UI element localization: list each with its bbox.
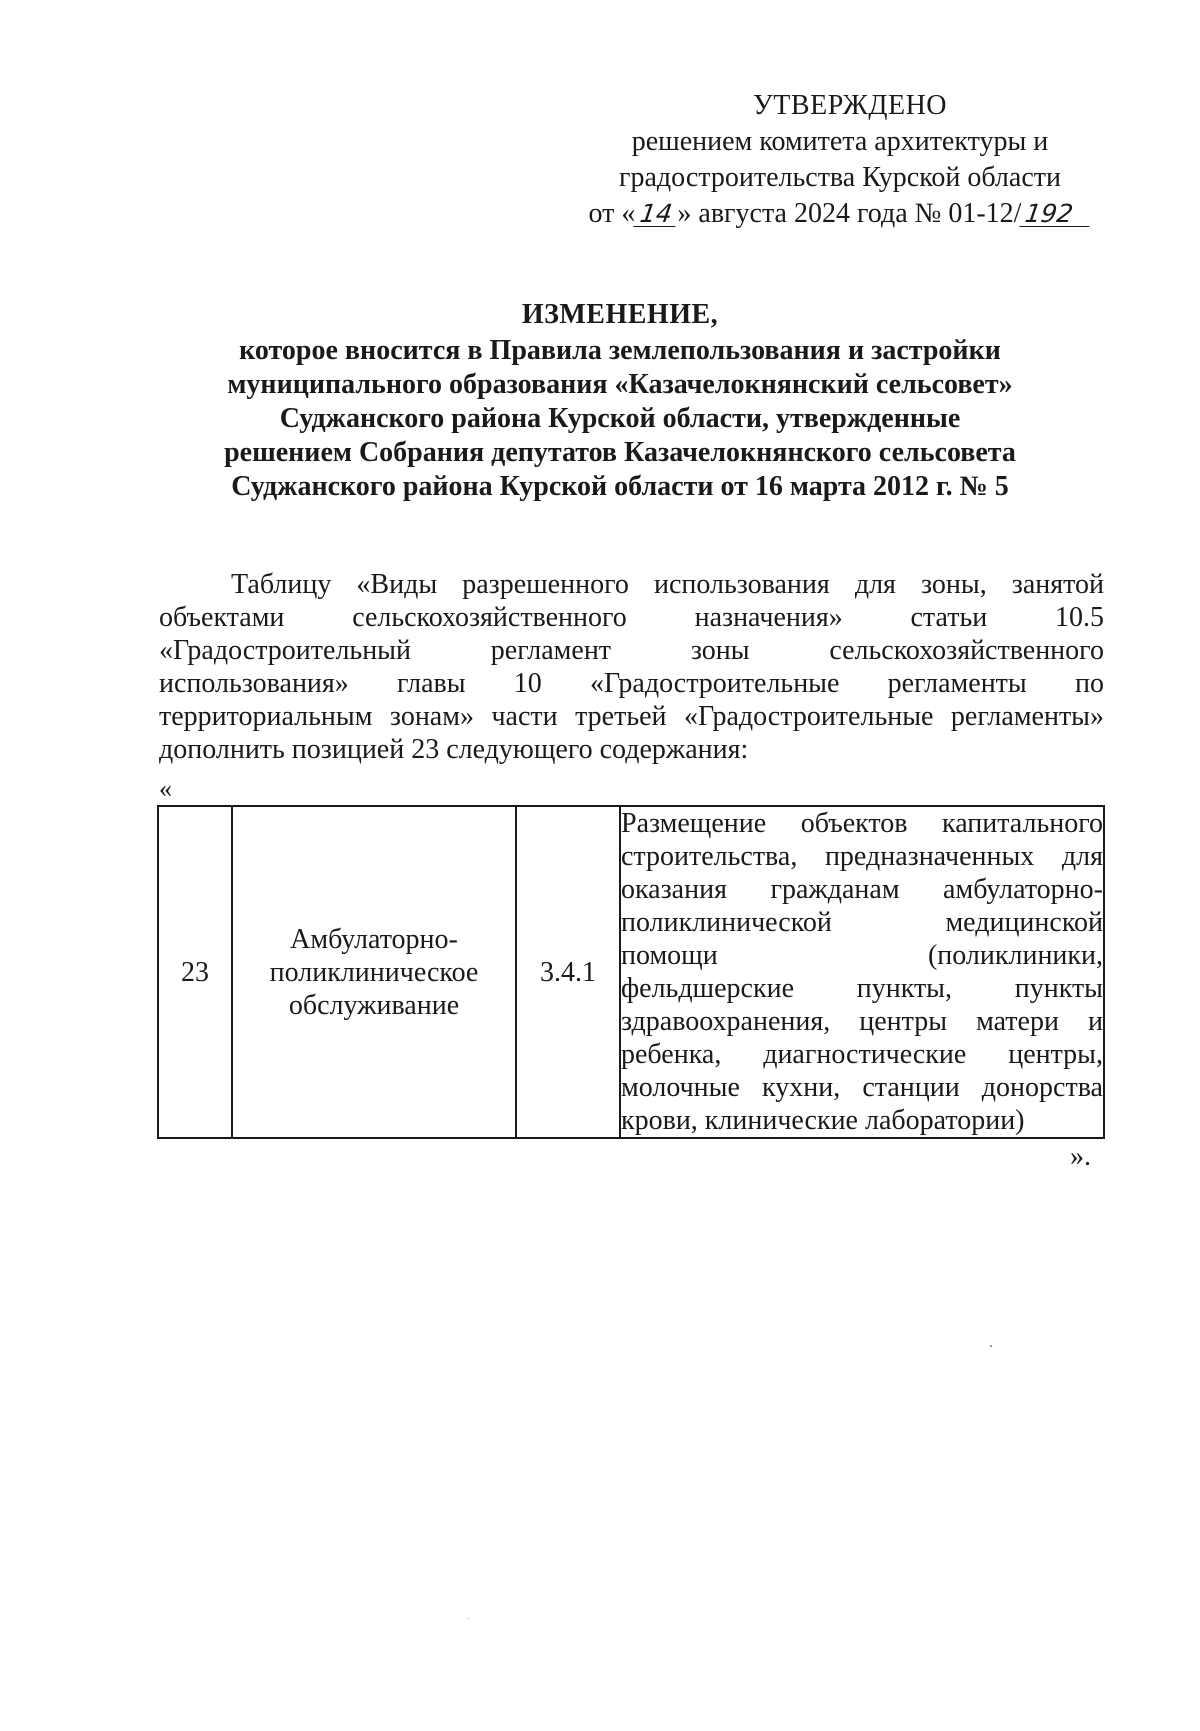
name-line: поликлиническое <box>269 956 479 988</box>
word: амбулаторно- <box>943 874 1103 905</box>
word: поликлинической <box>621 907 832 938</box>
word: зоны <box>690 635 750 666</box>
word: пункты <box>1014 973 1103 1004</box>
word: «Градостроительный <box>159 635 411 666</box>
title-line: муниципального образования «Казачелокнянский сельсовет» <box>227 369 1013 400</box>
word: сельскохозяйственного <box>352 602 627 633</box>
word: диагностические <box>763 1039 967 1070</box>
word: назначения» <box>694 602 843 633</box>
word: третьей <box>575 701 667 732</box>
body-line <box>159 568 1104 601</box>
word: зонам» <box>389 701 474 732</box>
word: разрешенного <box>462 569 629 600</box>
word: 10 <box>513 668 542 699</box>
word: части <box>491 701 558 732</box>
body-line <box>159 733 1104 766</box>
word: кухни, <box>762 1072 841 1103</box>
description-line-text: крови, клинические лаборатории) <box>621 1105 1025 1136</box>
position-number: 23 <box>158 806 232 1138</box>
word: матери <box>976 1006 1059 1037</box>
word: объектов <box>800 808 908 839</box>
date-middle: » августа 2024 года № 01-12/ <box>677 198 1022 229</box>
word: гражданам <box>770 874 900 905</box>
title-heading: ИЗМЕНЕНИЕ, <box>521 299 719 330</box>
word: фельдшерские <box>621 973 794 1004</box>
scan-speck <box>468 1618 469 1619</box>
document-title <box>160 298 1080 504</box>
word: помощи <box>621 940 718 971</box>
description-line <box>621 1071 1103 1104</box>
word: сельскохозяйственного <box>829 635 1104 666</box>
word: территориальным <box>159 701 373 732</box>
name-line: Амбулаторно- <box>290 923 458 955</box>
word: здравоохранения, <box>621 1006 831 1037</box>
word: строительства, <box>621 841 798 872</box>
title-line: решением Собрания депутатов Казачелокнянского сельсовета <box>224 437 1016 468</box>
closing-quote: ». <box>1070 1141 1091 1172</box>
word: предназначенных <box>824 841 1035 872</box>
word: «Градостроительные <box>590 668 840 699</box>
word: регламент <box>490 635 612 666</box>
approval-line-2: градостроительства Курской области <box>619 162 1061 193</box>
word: использования <box>653 569 830 600</box>
title-line: Суджанского района Курской области от 16 марта 2012 г. № 5 <box>231 471 1009 502</box>
description-line <box>621 906 1103 939</box>
body-line <box>159 634 1104 667</box>
word: объектами <box>159 602 285 633</box>
word: ребенка, <box>621 1039 722 1070</box>
handwritten-number: 192 <box>1020 202 1094 227</box>
title-line: Суджанского района Курской области, утвержденные <box>279 403 961 434</box>
word: главы <box>397 668 466 699</box>
scan-speck <box>990 1345 992 1347</box>
handwritten-day: 14 <box>634 202 680 227</box>
body-line-text: дополнить позицией 23 следующего содержания: <box>159 734 749 765</box>
approval-heading: УТВЕРЖДЕНО <box>752 90 948 121</box>
body-line <box>159 700 1104 733</box>
description-line <box>621 873 1103 906</box>
approval-line-1: решением комитета архитектуры и <box>631 126 1049 157</box>
word: 10.5 <box>1054 602 1104 633</box>
body-paragraph <box>159 568 1104 766</box>
description-line <box>621 1005 1103 1038</box>
land-use-table <box>157 805 1105 1139</box>
word: пункты, <box>856 973 952 1004</box>
word: (поликлиники, <box>927 940 1103 971</box>
word: медицинской <box>945 907 1103 938</box>
word: использования» <box>159 668 349 699</box>
word: занятой <box>1011 569 1104 600</box>
approval-date-line <box>560 196 1120 232</box>
approval-stamp <box>560 88 1120 232</box>
title-line: которое вносится в Правила землепользования и застройки <box>239 335 1001 366</box>
word: Таблицу <box>231 569 332 600</box>
use-type-description <box>620 806 1104 1138</box>
word: станции <box>862 1072 960 1103</box>
description-line <box>621 1038 1103 1071</box>
word: для <box>854 569 896 600</box>
word: регламенты <box>887 668 1027 699</box>
opening-quote: « <box>159 774 172 803</box>
word: статьи <box>910 602 988 633</box>
word: капитального <box>942 808 1103 839</box>
date-prefix: от « <box>588 198 636 229</box>
word: донорства <box>981 1072 1103 1103</box>
word: зоны, <box>921 569 987 600</box>
description-line <box>621 972 1103 1005</box>
table-row <box>158 806 1104 1138</box>
use-type-name <box>232 806 516 1138</box>
word: «Градостроительные <box>684 701 934 732</box>
word: по <box>1074 668 1104 699</box>
name-line: обслуживание <box>288 989 460 1021</box>
word: «Виды <box>356 569 438 600</box>
body-line <box>159 667 1104 700</box>
word: центры, <box>1008 1039 1103 1070</box>
word: центры <box>859 1006 948 1037</box>
description-line <box>621 840 1103 873</box>
description-line <box>621 1104 1103 1137</box>
word: оказания <box>621 874 727 905</box>
word: молочные <box>621 1072 740 1103</box>
word: регламенты» <box>950 701 1104 732</box>
use-type-code: 3.4.1 <box>516 806 620 1138</box>
word: для <box>1061 841 1103 872</box>
description-line <box>621 939 1103 972</box>
body-line <box>159 601 1104 634</box>
word: Размещение <box>621 808 767 839</box>
word: и <box>1087 1006 1103 1037</box>
description-line <box>621 807 1103 840</box>
